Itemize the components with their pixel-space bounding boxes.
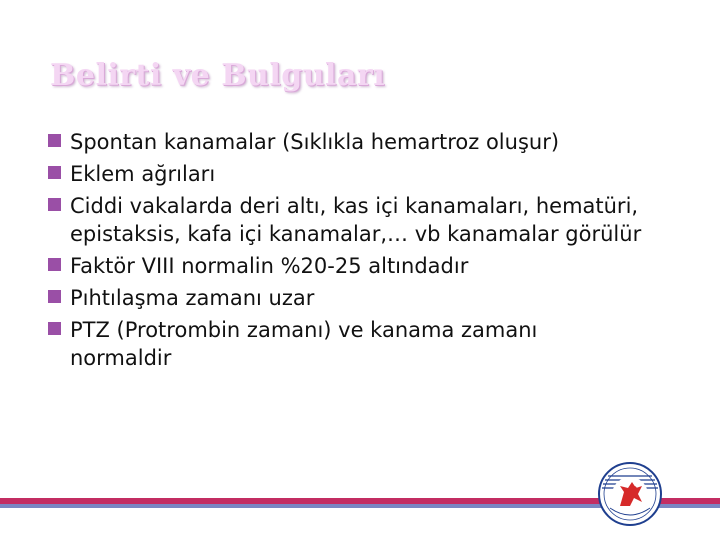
bullet-text: Eklem ağrıları bbox=[70, 162, 216, 186]
bullet-item bbox=[44, 128, 644, 156]
bullet-text: Pıhtılaşma zamanı uzar bbox=[70, 286, 315, 310]
square-bullet-icon bbox=[48, 258, 61, 271]
university-seal-icon bbox=[598, 462, 662, 526]
square-bullet-icon bbox=[48, 322, 61, 335]
bullet-item bbox=[44, 284, 644, 312]
square-bullet-icon bbox=[48, 198, 61, 211]
bullet-text: PTZ (Protrombin zamanı) ve kanama zamanı normaldir bbox=[70, 318, 538, 370]
bullet-list bbox=[44, 128, 644, 376]
slide-title: Belirti ve Bulguları bbox=[50, 58, 386, 93]
square-bullet-icon bbox=[48, 166, 61, 179]
bullet-item bbox=[44, 316, 644, 372]
bullet-text: Spontan kanamalar (Sıklıkla hemartroz oluşur) bbox=[70, 130, 560, 154]
bullet-item bbox=[44, 192, 644, 248]
bullet-item bbox=[44, 252, 644, 280]
square-bullet-icon bbox=[48, 134, 61, 147]
square-bullet-icon bbox=[48, 290, 61, 303]
bullet-text: Ciddi vakalarda deri altı, kas içi kanamaları, hematüri, epistaksis, kafa içi kanamalar,… vb kanamalar görülür bbox=[70, 194, 642, 246]
bullet-item bbox=[44, 160, 644, 188]
bullet-text: Faktör VIII normalin %20-25 altındadır bbox=[70, 254, 469, 278]
